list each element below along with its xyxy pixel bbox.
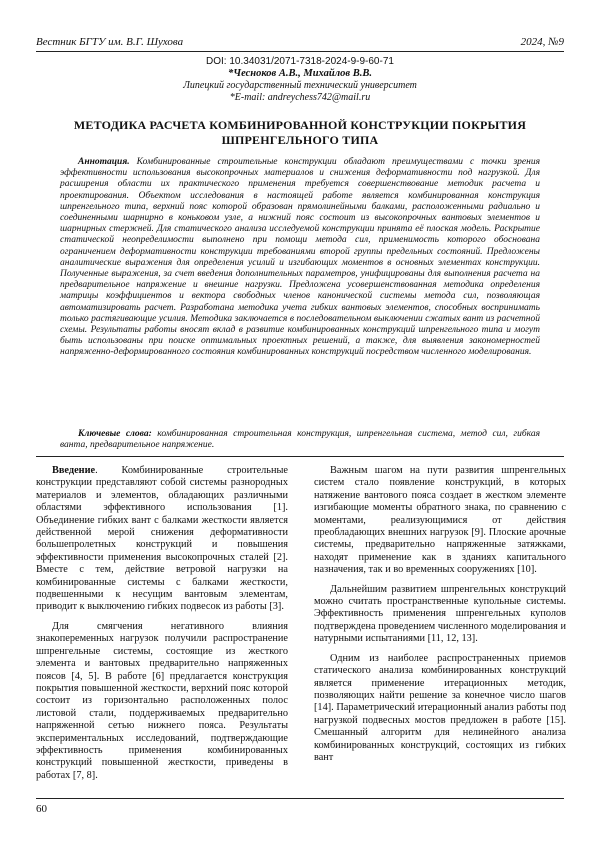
abstract-rule	[36, 456, 564, 457]
page-number: 60	[36, 803, 47, 815]
intro-heading: Введение	[52, 465, 96, 476]
body-column-right	[314, 465, 566, 771]
body-column-left	[36, 465, 288, 789]
abstract-label: Аннотация.	[78, 157, 130, 167]
paragraph: Важным шагом на пути развития шпренгельных систем стало появление конструкций, в которых натяжение вантового пояса создает в жестком элементе изгибающие моменты обратного знака, по сравнению с моментами, реализующимися от действия преобладающих внешних нагрузок [9]. Плоские арочные системы, предварительно напряженные затяжками, находят применение как в зданиях капитального назначения, так и во временных сооружениях [10].	[314, 465, 566, 576]
running-head	[36, 36, 564, 50]
email: *E-mail: andreychess742@mail.ru	[229, 92, 371, 103]
keywords-label: Ключевые слова:	[78, 429, 152, 439]
paragraph: Для смягчения негативного влияния знакопеременных нагрузок получили распространение шпренгельные системы, состоящие из жесткого элемента и вантовых предварительно напряженных поясов [4, 5]. В работе [6] предлагается конструкция покрытия повышенной жесткости, верхний пояс которой состоит из горизонтально расположенных полос листовой стали, поддерживаемых предварительно напряженной сетью нижнего пояса. Результаты экспериментальных исследований, подтверждающие эффективность применения комбинированных конструкций повышенной жесткости, приведены в работах [7, 8].	[36, 620, 288, 781]
doi: DOI: 10.34031/2071-7318-2024-9-9-60-71	[206, 56, 394, 67]
abstract	[60, 157, 540, 359]
issue-number: 2024, №9	[520, 36, 564, 48]
affiliation: Липецкий государственный технический университет	[183, 80, 417, 91]
abstract-text: Комбинированные строительные конструкции обладают преимуществами с точки зрения эффективности использования высокопрочных материалов и снижения деформативности под нагрузкой. Для расширения области их практического применения требуется совершенствование методик расчета и проектирования. Объектом исследования в настоящей работе является комбинированная конструкция шпренгельного типа, верхний пояс которой образован прямолинейными балками, расположенными радиально и соединенными шарнирно в коньковом узле, а нижний пояс состоит из высокопрочных вантовых элементов и шарнирных стержней. Для статического анализа исследуемой конструкции принята её плоская модель. Раскрытие статической неопределимости выполнено при помощи метода сил, применимость которого обоснована ограничением деформативности конструкции требованиями второй группы предельных состояний. Предложены аналитические выражения для определения усилий и изгибающих моментов в основных элементах конструкции. Полученные выражения, за счет введения дополнительных параметров, унифицированы для выполнения расчета на предварительное напряжение и внешние нагрузки. Предложена усовершенствованная методика определения матрицы коэффициентов и вектора свободных членов канонической системы метода сил, позволяющая автоматизировать расчет. Разработана методика учета гибких вантовых элементов, способных воспринимать только растягивающие усилия. Методика заключается в последовательном выключении сжатых вант из расчетной схемы. Результаты работы вносят вклад в развитие комбинированных конструкций шпренгельного типа и могут быть использованы при поиске оптимальных проектных решений, а также, для выявления закономерностей напряженно-деформированного состояния комбинированных конструкций посредством численного моделирования.	[60, 157, 540, 358]
journal-name: Вестник БГТУ им. В.Г. Шухова	[36, 36, 184, 48]
paragraph: Введение. Комбинированные строительные конструкции представляют собой системы разнородных материалов и элементов, обладающих различными областями эффективного использования [1]. Объединение гибких вант с балками жесткости является действенной мерой снижения деформативности большепролетных конструкций и повышения эффективности применения высокопрочных сталей [2]. Вместе с тем, действие ветровой нагрузки на комбинированные системы с балками жесткости, подвешенными к несущим вантовым элементам, приводит к выключению гибких подвесок из работы [3].	[36, 465, 288, 613]
keywords-text: комбинированная строительная конструкция, шпренгельная система, метод сил, гибкая ванта, предварительное напряжение.	[60, 429, 540, 451]
header-rule	[36, 51, 564, 52]
keywords	[60, 429, 540, 451]
footer-rule	[36, 798, 564, 799]
title-line-2: ШПРЕНГЕЛЬНОГО ТИПА	[221, 133, 379, 147]
paragraph: Одним из наиболее распространенных приемов статического анализа комбинированных конструкций является применение итерационных методик, позволяющих найти решение за конечное число шагов [14]. Параметрический итерационный анализ работы под нагрузкой подвесных мостов предложен в работе [15]. Смешанный алгоритм для нелинейного анализа комбинированных конструкций, состоящих из гибких вант	[314, 652, 566, 763]
title-line-1: МЕТОДИКА РАСЧЕТА КОМБИНИРОВАННОЙ КОНСТРУКЦИИ ПОКРЫТИЯ	[73, 118, 527, 132]
article-meta	[36, 56, 564, 104]
article-title	[60, 118, 540, 148]
paragraph: Дальнейшим развитием шпренгельных конструкций можно считать пространственные купольные системы. Эффективность применения шпренгельных куполов подтверждена проведением численного моделирования и натурными испытаниями [11, 12, 13].	[314, 583, 566, 645]
authors: *Чесноков А.В., Михайлов В.В.	[228, 68, 372, 79]
